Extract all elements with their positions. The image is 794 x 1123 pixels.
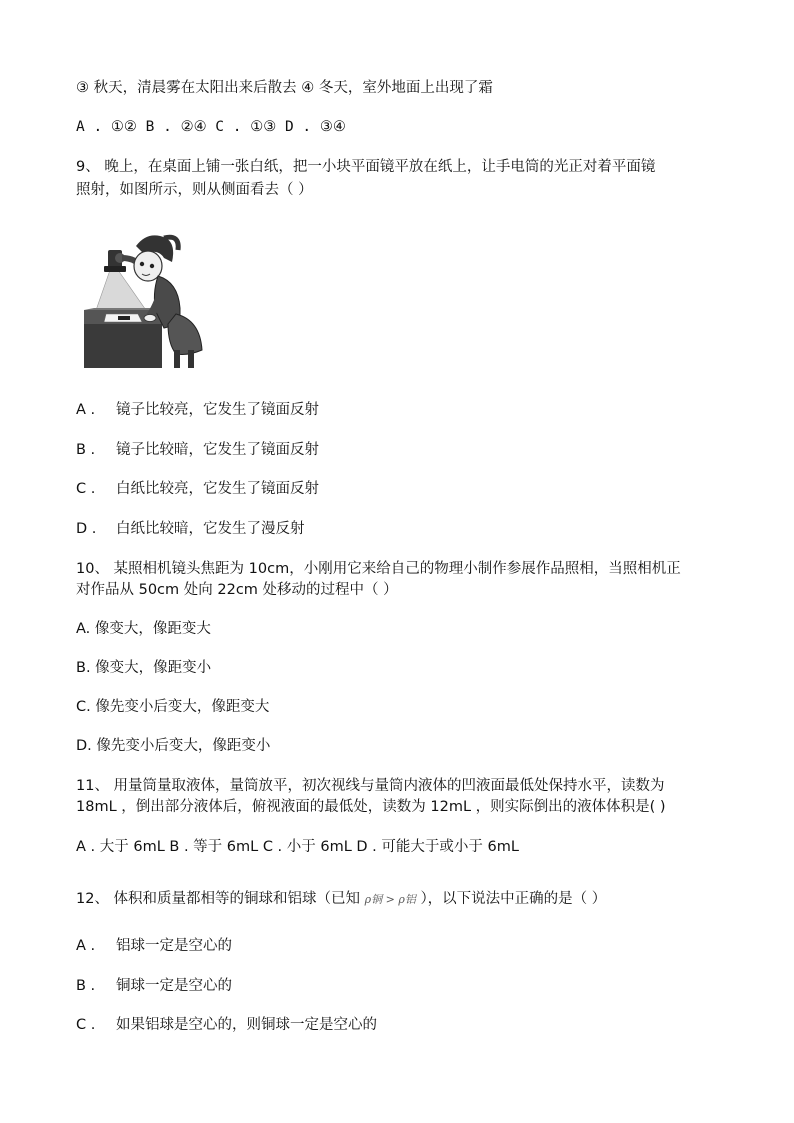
q10-option-a: A. 像变大，像距变大 <box>76 621 211 637</box>
q11-stem-line-2: 18mL ，倒出部分液体后，俯视液面的最低处，读数为 12mL ，则实际倒出的液体体积是( ) <box>76 799 666 815</box>
q10-option-c: C. 像先变小后变大，像距变大 <box>76 699 270 715</box>
q9-stem-line-2: 照射，如图所示，则从侧面看去（ ） <box>76 182 313 198</box>
q10-stem-line-2: 对作品从 50cm 处向 22cm 处移动的过程中（ ） <box>76 582 398 598</box>
q11-options: A . 大于 6mL B . 等于 6mL C . 小于 6mL D . 可能大于或小于 6mL <box>76 839 519 855</box>
q9-option-d: D . 白纸比较暗，它发生了漫反射 <box>76 521 305 537</box>
q10-stem-line-1: 10、 某照相机镜头焦距为 10cm，小刚用它来给自己的物理小制作参展作品照相，当照相机正 <box>76 561 681 577</box>
q12-option-a: A . 铝球一定是空心的 <box>76 938 232 954</box>
q12-option-b: B . 铜球一定是空心的 <box>76 978 232 994</box>
q10-option-d: D. 像先变小后变大，像距变小 <box>76 738 271 754</box>
q12-option-c: C . 如果铝球是空心的，则铜球一定是空心的 <box>76 1017 377 1033</box>
q9-option-a: A . 镜子比较亮，它发生了镜面反射 <box>76 402 319 418</box>
density-inequality-formula: ρ铜 > ρ铝 <box>364 893 416 906</box>
q12-stem: 12、 体积和质量都相等的铜球和铝球（已知 ρ铜 > ρ铝 ），以下说法中正确的是（ ） <box>76 891 607 907</box>
q9-option-c: C . 白纸比较亮，它发生了镜面反射 <box>76 481 319 497</box>
q9-option-b: B . 镜子比较暗，它发生了镜面反射 <box>76 442 319 458</box>
q9-stem-line-1: 9、 晚上，在桌面上铺一张白纸，把一小块平面镜平放在纸上，让手电筒的光正对着平面镜 <box>76 159 656 175</box>
q11-stem-line-1: 11、 用量筒量取液体，量筒放平，初次视线与量筒内液体的凹液面最低处保持水平，读数为 <box>76 778 665 794</box>
q10-option-b: B. 像变大，像距变小 <box>76 660 212 676</box>
q8-statement-line: ③ 秋天，清晨雾在太阳出来后散去 ④ 冬天，室外地面上出现了霜 <box>76 80 493 96</box>
q8-options: A . ①② B . ②④ C . ①③ D . ③④ <box>76 119 346 135</box>
flashlight-mirror-illustration <box>80 228 220 370</box>
